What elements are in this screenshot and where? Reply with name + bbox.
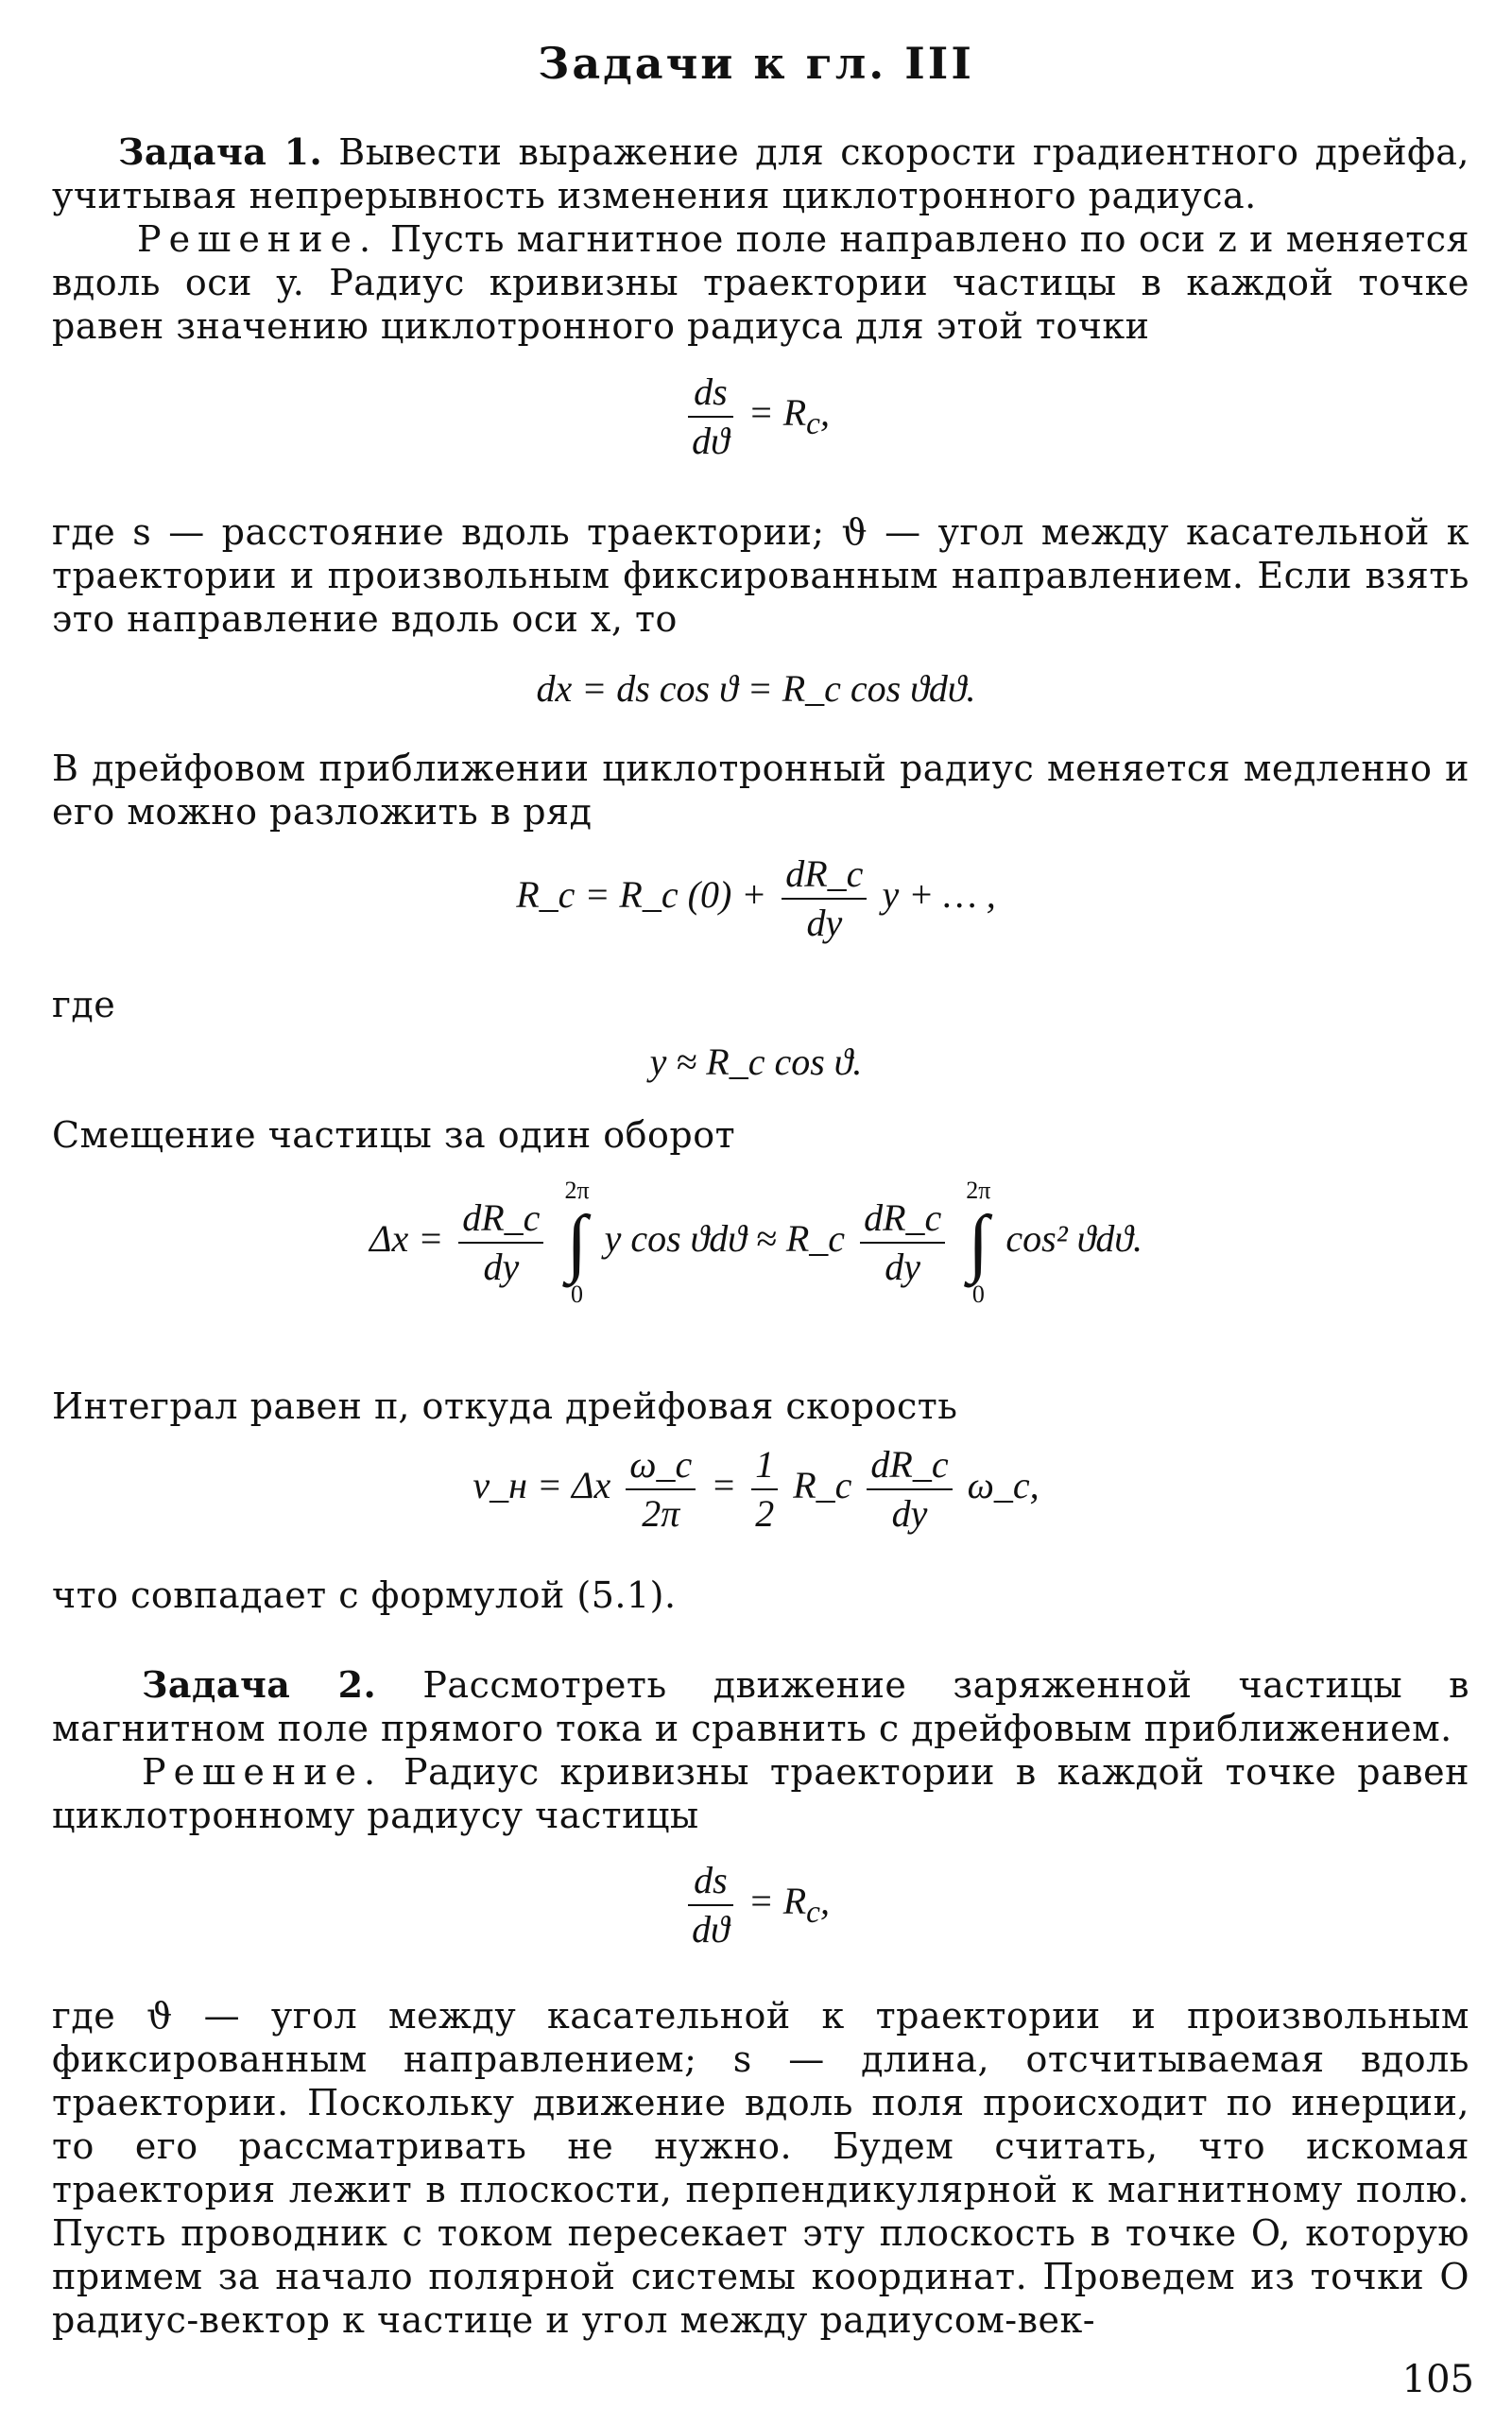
task2-statement xyxy=(52,1663,1469,1750)
eq6-f1-num: ω_c xyxy=(626,1441,696,1490)
task2-where-text: где ϑ — угол между касательной к траектории и произвольным фиксированным направлением; s — длина, отсчитываемая вдоль траектории. Поскольку движение вдоль поля происходит по инерции, то его рассматривать не нужно. Будем считать, что искомая траектория лежит в плоскости, перпендикулярной к магнитному полю. Пусть проводник с током пересекает эту плоскость в точке O, которую примем за начало полярной системы координат. Проведем из точки O радиус-вектор к частице и угол между радиусом-век- xyxy=(52,1995,1469,2341)
task1-where2: где xyxy=(52,984,116,1025)
eq3-denominator: dy xyxy=(806,902,843,944)
eq5-integrand-b: cos² ϑdϑ. xyxy=(1005,1217,1143,1261)
task1-solution-label: Решение. xyxy=(137,218,379,260)
task1-eq1 xyxy=(0,369,1512,465)
integral-lower-b: 0 xyxy=(971,1281,985,1308)
eq1-tail: , xyxy=(819,391,830,435)
eq6-tail: ω_c, xyxy=(967,1464,1040,1507)
integral-sign-a: 2π ∫ 0 xyxy=(564,1177,590,1308)
eq1-numerator: ds xyxy=(688,369,733,418)
eq6-lhs: v_н = Δx xyxy=(472,1464,611,1507)
chapter-problems-title: Задачи к гл. III xyxy=(538,38,974,89)
task2-eq1-rhs: = R xyxy=(747,1880,807,1923)
task1-eq5 xyxy=(0,1177,1512,1309)
integral-upper-b: 2π xyxy=(966,1177,991,1204)
task1-eq4: y ≈ R_c cos ϑ. xyxy=(649,1040,863,1083)
eq3-numerator: dR_c xyxy=(782,851,867,900)
eq1-sub: c xyxy=(806,406,820,442)
task2-text: Рассмотреть движение заряженной частицы в магнитном поле прямого тока и сравнить с дрейфовым приближением. xyxy=(52,1664,1470,1749)
eq6-eq: = xyxy=(711,1464,737,1507)
task1-shift-text: Смещение частицы за один оборот xyxy=(52,1114,736,1156)
task1-statement xyxy=(52,130,1469,217)
eq5-denominator-b: dy xyxy=(885,1246,921,1288)
eq1-denominator: dϑ xyxy=(692,420,730,462)
task1-text: Вывести выражение для скорости градиентного дрейфа, учитывая непрерывность изменения циклотронного радиуса. xyxy=(52,131,1470,216)
task1-eq6 xyxy=(0,1441,1512,1538)
eq5-lhs: Δx = xyxy=(369,1217,444,1261)
task1-drift-text: В дрейфовом приближении циклотронный радиус меняется медленно и его можно разложить в ряд xyxy=(52,748,1469,833)
eq6-f2-num: 1 xyxy=(751,1441,778,1490)
page-number: 105 xyxy=(1401,2358,1474,2401)
eq6-f3-num: dR_c xyxy=(867,1441,952,1490)
eq3-left: R_c = R_c (0) + xyxy=(516,873,767,917)
eq5-numerator-a: dR_c xyxy=(458,1195,543,1244)
task1-solution xyxy=(52,217,1469,348)
task2-solution-text: Радиус кривизны траектории в каждой точке равен циклотронному радиусу частицы xyxy=(52,1751,1469,1836)
task2-solution-label: Решение. xyxy=(142,1751,384,1793)
eq6-f1-den: 2π xyxy=(642,1492,680,1535)
task2-eq1-numerator: ds xyxy=(688,1857,733,1906)
integral-lower-a: 0 xyxy=(571,1281,583,1308)
task1-conclusion: что совпадает с формулой (5.1). xyxy=(52,1574,677,1616)
task2-solution xyxy=(52,1750,1469,1837)
eq6-mid: R_c xyxy=(793,1464,852,1507)
eq6-f2-den: 2 xyxy=(755,1492,775,1535)
task2-eq1-tail: , xyxy=(819,1880,830,1923)
task2-eq1-sub: c xyxy=(806,1895,820,1931)
eq6-f3-den: dy xyxy=(891,1492,928,1535)
task1-eq3 xyxy=(0,851,1512,947)
eq1-rhs: = R xyxy=(747,391,807,435)
eq3-right: y + … , xyxy=(882,873,996,917)
task2-eq1-denominator: dϑ xyxy=(692,1908,730,1951)
task1-solution-text: Пусть магнитное поле направлено по оси z и меняется вдоль оси y. Радиус кривизны траектории частицы в каждой точке равен значению циклотронного радиуса для этой точки xyxy=(52,218,1469,347)
task1-label: Задача 1. xyxy=(118,130,323,173)
task2-eq1 xyxy=(0,1857,1512,1953)
task2-label: Задача 2. xyxy=(142,1663,377,1706)
eq5-denominator-a: dy xyxy=(483,1246,520,1288)
task1-where1: где s — расстояние вдоль траектории; ϑ — угол между касательной к траектории и произвольным фиксированным направлением. Если взять это направление вдоль оси x, то xyxy=(52,511,1469,640)
eq5-integrand-a: y cos ϑdϑ ≈ R_c xyxy=(604,1217,846,1261)
task1-integral-text: Интеграл равен π, откуда дрейфовая скорость xyxy=(52,1385,958,1427)
eq5-numerator-b: dR_c xyxy=(860,1195,945,1244)
integral-upper-a: 2π xyxy=(564,1177,590,1204)
integral-sign-b: 2π ∫ 0 xyxy=(966,1177,991,1308)
task1-eq2: dx = ds cos ϑ = R_c cos ϑdϑ. xyxy=(536,667,976,710)
